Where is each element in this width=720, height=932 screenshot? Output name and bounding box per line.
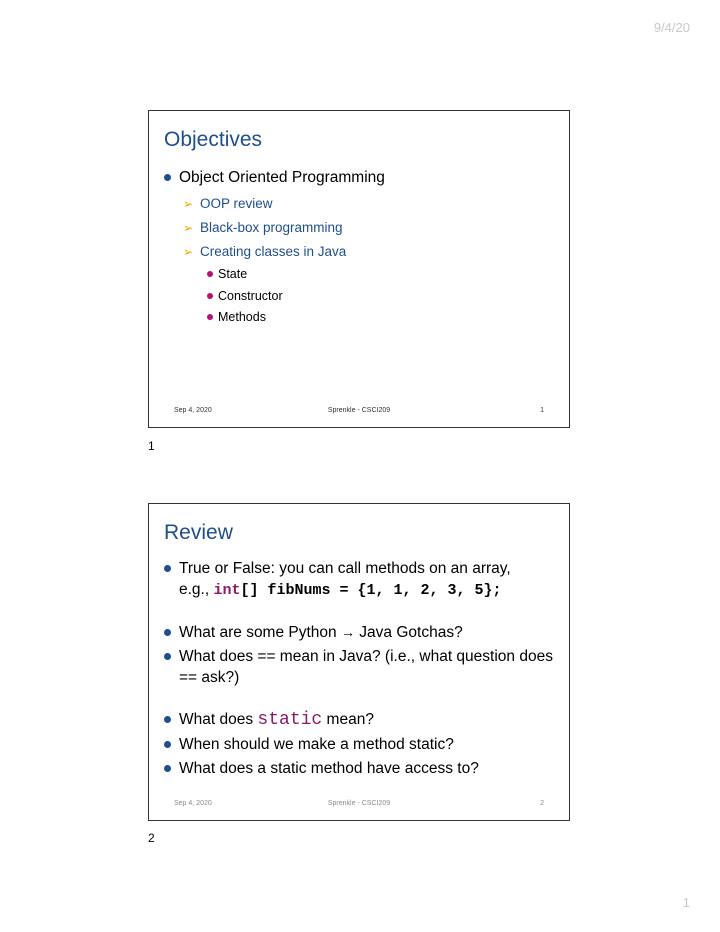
- sub-bullet-item: [164, 240, 555, 264]
- subsub-bullet-item: Methods: [164, 307, 555, 329]
- bullet-item: [164, 558, 555, 601]
- sub-bullet-text: Creating classes in Java: [200, 244, 347, 259]
- sub-bullet-text: OOP review: [200, 196, 273, 211]
- slide-title: Review: [164, 521, 233, 544]
- bullet-text: What are some Python: [179, 624, 337, 641]
- bullet-text: Java Gotchas?: [359, 624, 463, 641]
- slide-footer: [174, 800, 544, 812]
- bullet-list: [164, 167, 555, 329]
- page-date: 9/4/20: [653, 20, 690, 35]
- subsub-bullet-item: State: [164, 264, 555, 286]
- footer-author: Sprenkle - CSCI209: [327, 800, 391, 807]
- subsub-bullet-item: Constructor: [164, 286, 555, 308]
- bullet-item: When should we make a method static?: [164, 734, 555, 755]
- bullet-text: True or False: you can call methods on an array,: [179, 560, 511, 577]
- bullet-item: What does a static method have access to?: [164, 758, 555, 779]
- code-keyword: static: [257, 710, 323, 730]
- bullet-item: What does == mean in Java? (i.e., what question does == ask?): [164, 646, 555, 688]
- bullet-item: [164, 709, 555, 731]
- slide-title: Objectives: [164, 128, 263, 151]
- page-number: 1: [682, 895, 690, 910]
- slide-label: 2: [148, 831, 155, 845]
- slide-2: [148, 503, 570, 821]
- sub-bullet-item: [164, 216, 555, 240]
- code-snippet: [213, 582, 501, 599]
- bullet-item: Object Oriented Programming: [164, 167, 555, 188]
- bullet-item: [164, 622, 555, 643]
- bullet-text: mean?: [326, 711, 374, 728]
- footer-slide-number: 1: [540, 407, 544, 414]
- sub-bullet-text: Black-box programming: [200, 220, 343, 235]
- bullet-text: e.g.,: [179, 581, 210, 598]
- arrow-bullet-icon: ➢: [183, 245, 194, 259]
- sub-bullet-item: [164, 192, 555, 216]
- arrow-bullet-icon: ➢: [183, 197, 194, 211]
- footer-date: Sep 4, 2020: [174, 407, 212, 414]
- code-keyword: int: [213, 582, 241, 599]
- right-arrow-icon: →: [340, 624, 355, 640]
- slide-1: [148, 110, 570, 428]
- slide-label: 1: [148, 439, 155, 453]
- bullet-list: [164, 558, 555, 782]
- footer-author: Sprenkle - CSCI209: [327, 407, 391, 414]
- slide-footer: [174, 407, 544, 419]
- bullet-text: What does: [179, 711, 254, 728]
- arrow-bullet-icon: ➢: [183, 221, 194, 235]
- footer-slide-number: 2: [540, 800, 544, 807]
- footer-date: Sep 4, 2020: [174, 800, 212, 807]
- code-text: [] fibNums = {1, 1, 2, 3, 5};: [240, 582, 502, 599]
